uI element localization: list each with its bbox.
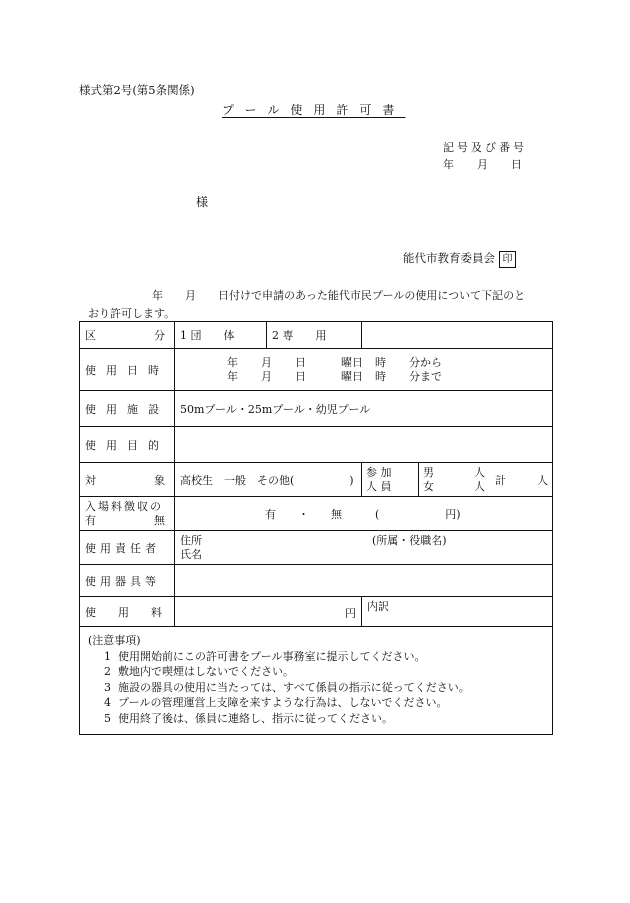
from-month: 月 — [261, 355, 272, 369]
notes-section — [80, 627, 553, 735]
use-datetime-field[interactable] — [175, 349, 553, 391]
address-label: 住所 — [180, 533, 202, 547]
date-day-label: 日 — [511, 158, 522, 171]
note-item: 4 プールの管理運営上支障を来すような行為は、しないでください。 — [104, 696, 448, 709]
male-label: 男 — [423, 465, 434, 479]
row-use-datetime — [80, 349, 553, 391]
admission-value[interactable]: 有 ・ 無 ( 円) — [175, 497, 553, 531]
participants-label: 参 加 人 員 — [362, 463, 419, 497]
category-blank[interactable] — [362, 322, 553, 349]
form-number: 様式第2号(第5条関係) — [79, 83, 195, 97]
reference-number-label: 記号及び番号 — [443, 141, 527, 154]
addressee-suffix: 様 — [196, 195, 209, 209]
date-month-label: 月 — [477, 158, 488, 171]
date-year-label: 年 — [443, 158, 454, 171]
seal-stamp: 印 — [499, 251, 516, 268]
row-purpose — [80, 427, 553, 463]
category-label: 区 分 — [80, 322, 175, 349]
to-day: 日 — [295, 369, 306, 383]
category-option-group[interactable]: 1 団 体 — [175, 322, 267, 349]
target-value[interactable]: 高校生 一般 その他( ) — [175, 463, 362, 497]
issue-date — [443, 156, 522, 172]
category-option-exclusive[interactable]: 2 専 用 — [267, 322, 362, 349]
from-weekday: 曜日 — [341, 355, 363, 369]
facility-value[interactable]: 50mプール・25mプール・幼児プール — [175, 391, 553, 427]
intro-text-line2: おり許可します。 — [88, 307, 176, 320]
row-category — [80, 322, 553, 349]
issuer — [403, 250, 516, 268]
fee-breakdown[interactable]: 内訳 — [362, 597, 553, 627]
female-label: 女 — [423, 479, 434, 493]
to-weekday: 曜日 — [341, 369, 363, 383]
equipment-label: 使用器具等 — [80, 565, 175, 597]
from-day: 日 — [295, 355, 306, 369]
responsible-label: 使用責任者 — [80, 531, 175, 565]
total-label: 計 — [495, 473, 506, 487]
responsible-field[interactable] — [175, 531, 553, 565]
female-unit: 人 — [474, 479, 485, 493]
from-year: 年 — [227, 355, 238, 369]
use-datetime-from — [227, 356, 547, 370]
note-item: 5 使用終了後は、係員に連絡し、指示に従ってください。 — [104, 711, 393, 725]
fee-label: 使 用 料 — [80, 597, 175, 627]
equipment-field[interactable] — [175, 565, 553, 597]
target-label: 対 象 — [80, 463, 175, 497]
male-unit: 人 — [474, 465, 485, 479]
facility-label: 使用施設 — [80, 391, 175, 427]
participants-count[interactable] — [419, 463, 553, 497]
row-responsible — [80, 531, 553, 565]
affiliation-label: (所属・役職名) — [372, 533, 447, 547]
note-item: 1 使用開始前にこの許可書をプール事務室に提示してください。 — [104, 649, 426, 663]
use-datetime-label: 使用日時 — [80, 349, 175, 391]
total-unit: 人 — [537, 473, 549, 487]
row-admission — [80, 497, 553, 531]
permit-table — [79, 321, 553, 735]
purpose-field[interactable] — [175, 427, 553, 463]
document-title: プール使用許可書 — [222, 103, 406, 117]
to-hour: 時 — [375, 369, 386, 383]
use-datetime-to — [227, 370, 547, 384]
row-equipment — [80, 565, 553, 597]
row-target — [80, 463, 553, 497]
purpose-label: 使用目的 — [80, 427, 175, 463]
intro-text-line1: 年 月 日付けで申請のあった能代市民プールの使用について下記のと — [152, 289, 526, 302]
from-minute: 分から — [409, 355, 442, 369]
name-label: 氏名 — [180, 547, 202, 561]
notes-heading: (注意事項) — [88, 634, 141, 647]
from-hour: 時 — [375, 355, 386, 369]
to-month: 月 — [261, 369, 272, 383]
to-year: 年 — [227, 369, 238, 383]
note-item: 3 施設の器具の使用に当たっては、すべて係員の指示に従ってください。 — [104, 680, 470, 694]
admission-label: 入場料徴収の 有 無 — [80, 497, 175, 531]
fee-amount[interactable]: 円 — [175, 597, 362, 627]
row-facility — [80, 391, 553, 427]
to-minute: 分まで — [409, 369, 442, 383]
row-notes — [80, 627, 553, 735]
note-item: 2 敷地内で喫煙はしないでください。 — [104, 665, 294, 678]
issuer-name: 能代市教育委員会 — [403, 251, 495, 265]
row-fee — [80, 597, 553, 627]
